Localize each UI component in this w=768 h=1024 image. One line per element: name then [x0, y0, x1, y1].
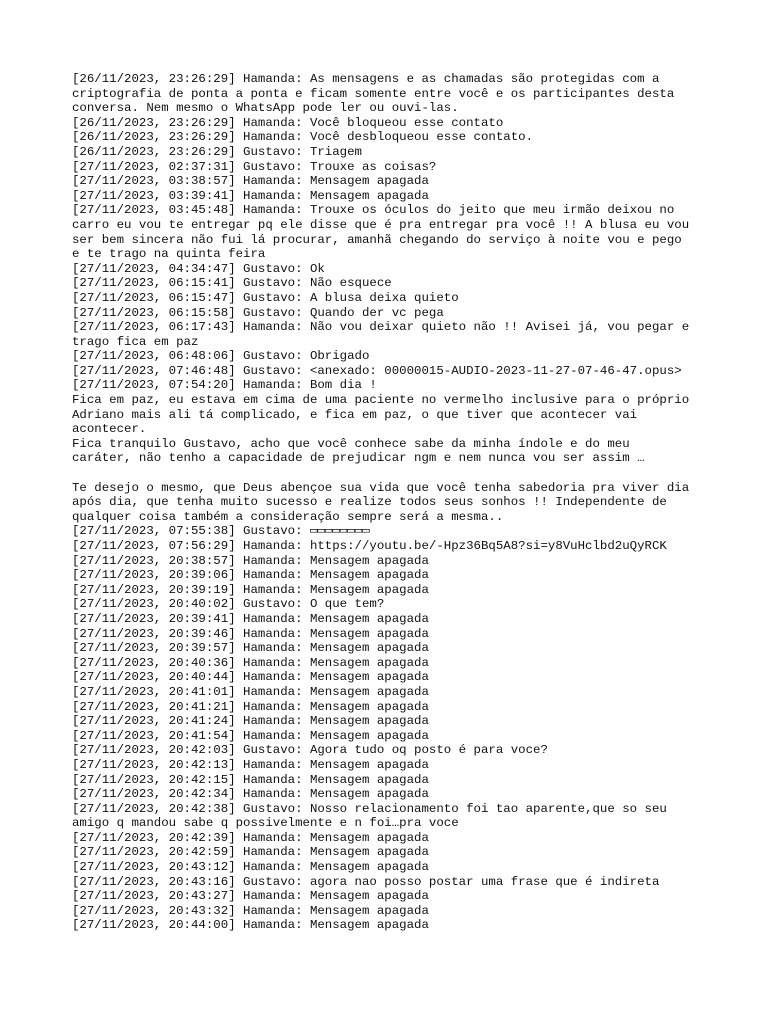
- transcript-line: [26/11/2023, 23:26:29] Gustavo: Triagem: [72, 144, 362, 159]
- transcript-line: criptografia de ponta a ponta e ficam somente entre você e os participantes desta: [72, 86, 675, 101]
- transcript-line: [27/11/2023, 06:48:06] Gustavo: Obrigado: [72, 349, 370, 364]
- transcript-line: ser bem sincera não fui lá procurar, amanhã chegando do serviço à noite vou e pego: [72, 232, 682, 247]
- transcript-line: [27/11/2023, 04:34:47] Gustavo: Ok: [72, 261, 325, 276]
- transcript-line: [27/11/2023, 07:55:38] Gustavo: ▭▭▭▭▭▭▭▭: [72, 524, 370, 539]
- transcript-line: [27/11/2023, 07:46:48] Gustavo: <anexado: 00000015-AUDIO-2023-11-27-07-46-47.opus>: [72, 363, 682, 378]
- transcript-line: [27/11/2023, 03:45:48] Hamanda: Trouxe os óculos do jeito que meu irmão deixou no: [72, 203, 675, 218]
- transcript-line: [27/11/2023, 20:42:39] Hamanda: Mensagem apagada: [72, 830, 429, 845]
- transcript-line: [27/11/2023, 20:42:13] Hamanda: Mensagem apagada: [72, 757, 429, 772]
- transcript-line: [27/11/2023, 20:38:57] Hamanda: Mensagem apagada: [72, 553, 429, 568]
- transcript-line: amigo q mandou sabe q possivelmente e n foi…pra voce: [72, 816, 459, 831]
- transcript-line: [27/11/2023, 20:39:46] Hamanda: Mensagem apagada: [72, 626, 429, 641]
- transcript-line: [27/11/2023, 20:39:19] Hamanda: Mensagem apagada: [72, 582, 429, 597]
- transcript-line: [27/11/2023, 06:15:47] Gustavo: A blusa deixa quieto: [72, 290, 459, 305]
- transcript-line: [27/11/2023, 20:42:15] Hamanda: Mensagem apagada: [72, 772, 429, 787]
- transcript-line: [27/11/2023, 02:37:31] Gustavo: Trouxe as coisas?: [72, 159, 437, 174]
- transcript-line: [27/11/2023, 20:39:06] Hamanda: Mensagem apagada: [72, 568, 429, 583]
- transcript-line: caráter, não tenho a capacidade de prejudicar ngm e nem nunca vou ser assim …: [72, 451, 645, 466]
- transcript-line: acontecer.: [72, 422, 147, 437]
- transcript-line: [26/11/2023, 23:26:29] Hamanda: Você bloqueou esse contato: [72, 115, 504, 130]
- transcript-line: trago fica em paz: [72, 334, 199, 349]
- transcript-line: Fica tranquilo Gustavo, acho que você conhece sabe da minha índole e do meu: [72, 436, 630, 451]
- transcript-line: [27/11/2023, 20:41:24] Hamanda: Mensagem apagada: [72, 714, 429, 729]
- transcript-line: [27/11/2023, 20:43:16] Gustavo: agora nao posso postar uma frase que é indireta: [72, 874, 660, 889]
- transcript-line: [27/11/2023, 20:41:54] Hamanda: Mensagem apagada: [72, 728, 429, 743]
- transcript-line: [27/11/2023, 20:42:03] Gustavo: Agora tudo oq posto é para voce?: [72, 743, 548, 758]
- transcript-line: [27/11/2023, 06:15:41] Gustavo: Não esquece: [72, 276, 392, 291]
- transcript-line: [27/11/2023, 20:41:21] Hamanda: Mensagem apagada: [72, 699, 429, 714]
- transcript-line: [27/11/2023, 07:56:29] Hamanda: https://youtu.be/-Hpz36Bq5A8?si=y8VuHclbd2uQyRCK: [72, 539, 667, 553]
- transcript-line: [27/11/2023, 03:39:41] Hamanda: Mensagem apagada: [72, 188, 429, 203]
- transcript-line: [27/11/2023, 20:44:00] Hamanda: Mensagem apagada: [72, 918, 429, 933]
- chat-transcript-page: [72, 72, 702, 933]
- transcript-line: [27/11/2023, 20:39:41] Hamanda: Mensagem apagada: [72, 611, 429, 626]
- transcript-line: [27/11/2023, 20:42:34] Hamanda: Mensagem apagada: [72, 787, 429, 802]
- transcript-line: [27/11/2023, 03:38:57] Hamanda: Mensagem apagada: [72, 174, 429, 189]
- transcript-line: [27/11/2023, 20:40:36] Hamanda: Mensagem apagada: [72, 655, 429, 670]
- transcript-line: Adriano mais ali tá complicado, e fica em paz, o que tiver que acontecer vai: [72, 407, 638, 422]
- transcript-line: [26/11/2023, 23:26:29] Hamanda: As mensagens e as chamadas são protegidas com a: [72, 72, 660, 86]
- transcript-line: [27/11/2023, 20:41:01] Hamanda: Mensagem apagada: [72, 684, 429, 699]
- transcript-line: [27/11/2023, 20:42:59] Hamanda: Mensagem apagada: [72, 845, 429, 860]
- transcript-line: [27/11/2023, 06:17:43] Hamanda: Não vou deixar quieto não !! Avisei já, vou pegar e: [72, 320, 690, 335]
- transcript-line: Te desejo o mesmo, que Deus abençoe sua vida que você tenha sabedoria pra viver dia: [72, 480, 690, 495]
- transcript-line: [26/11/2023, 23:26:29] Hamanda: Você desbloqueou esse contato.: [72, 130, 534, 145]
- transcript-line: [72, 466, 702, 481]
- transcript-line: [27/11/2023, 20:40:02] Gustavo: O que tem?: [72, 597, 385, 612]
- transcript-line: e te trago na quinta feira: [72, 247, 266, 262]
- transcript-line: [27/11/2023, 20:39:57] Hamanda: Mensagem apagada: [72, 641, 429, 656]
- transcript-line: [27/11/2023, 06:15:58] Gustavo: Quando der vc pega: [72, 305, 444, 320]
- transcript-line: [27/11/2023, 20:43:32] Hamanda: Mensagem apagada: [72, 903, 429, 918]
- transcript-line: após dia, que tenha muito sucesso e realize todos seus sonhos !! Independente de: [72, 495, 667, 510]
- transcript-line: [27/11/2023, 20:40:44] Hamanda: Mensagem apagada: [72, 670, 429, 685]
- transcript-line: [27/11/2023, 07:54:20] Hamanda: Bom dia !: [72, 378, 377, 393]
- transcript-line: qualquer coisa também a consideração sempre será a mesma..: [72, 509, 504, 524]
- transcript-line: conversa. Nem mesmo o WhatsApp pode ler ou ouvi-las.: [72, 101, 459, 116]
- transcript-line: [27/11/2023, 20:42:38] Gustavo: Nosso relacionamento foi tao aparente,que so seu: [72, 801, 667, 816]
- transcript-line: carro eu vou te entregar pq ele disse que é pra entregar pra você !! A blusa eu vou: [72, 217, 690, 232]
- transcript-line: [27/11/2023, 20:43:12] Hamanda: Mensagem apagada: [72, 860, 429, 875]
- transcript-line: [27/11/2023, 20:43:27] Hamanda: Mensagem apagada: [72, 889, 429, 904]
- transcript-line: Fica em paz, eu estava em cima de uma paciente no vermelho inclusive para o próprio: [72, 393, 690, 408]
